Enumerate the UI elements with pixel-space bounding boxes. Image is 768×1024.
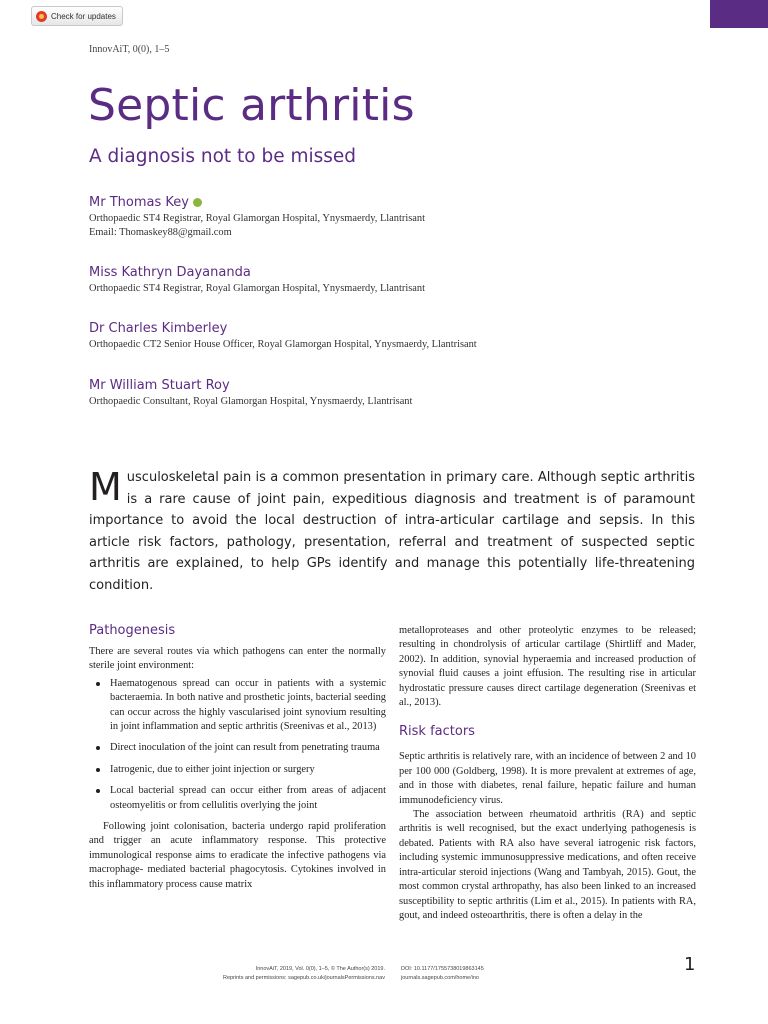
list-item: Iatrogenic, due to either joint injection or surgery <box>89 763 386 777</box>
author-affiliation: Orthopaedic Consultant, Royal Glamorgan Hospital, Ynysmaerdy, Llantrisant <box>89 396 413 407</box>
page-number: 1 <box>684 954 696 975</box>
abstract-text: usculoskeletal pain is a common presentation in primary care. Although septic arthritis is a rare cause of joint pain, expeditious diagnosis and treatment is of paramount importance to avoid the local destruction of intra-articular cartilage and sepsis. In this article risk factors, pathology, presentation, referral and treatment of suspected septic arthritis are explained, to help GPs identify and manage this potentially life-threatening condition. <box>89 470 695 593</box>
pathogenesis-intro: There are several routes via which pathogens can enter the normally sterile joint environment: <box>89 646 386 672</box>
pathogen-routes-list <box>89 677 386 813</box>
pathogenesis-heading: Pathogenesis <box>89 623 176 638</box>
right-column <box>399 624 696 923</box>
abstract <box>89 467 695 597</box>
author-block <box>89 264 689 296</box>
left-column <box>89 622 386 892</box>
author-name: Mr Thomas Key <box>89 194 689 210</box>
check-for-updates-label: Check for updates <box>51 11 116 21</box>
author-block <box>89 194 689 240</box>
check-for-updates-button[interactable] <box>31 6 123 26</box>
author-affiliation: Orthopaedic ST4 Registrar, Royal Glamorgan Hospital, Ynysmaerdy, Llantrisant <box>89 283 425 294</box>
crossmark-icon <box>36 11 47 22</box>
author-name: Mr William Stuart Roy <box>89 377 230 393</box>
article-subtitle: A diagnosis not to be missed <box>89 146 357 167</box>
risk-factors-heading: Risk factors <box>399 724 475 740</box>
abstract-drop-cap: M <box>89 465 122 509</box>
author-name: Miss Kathryn Dayananda <box>89 264 251 280</box>
article-title: Septic arthritis <box>88 80 415 131</box>
author-block <box>89 377 689 409</box>
risk-factors-paragraph: The association between rheumatoid arthritis (RA) and septic arthritis is well recognised, but the exact underlying pathogenesis is debated. Patients with RA also have several iatrogenic risk factors, including systemic immunosuppressive medications, and often receive intra-articular steroid injections (Wang and Tambyah, 2015). Gout, the most common crystal arthropathy, has also been linked to an increased susceptibility to septic arthritis (Lim et al., 2015). In patients with RA, gout, and indeed osteoarthritis, there is often a delay in the <box>399 809 696 921</box>
list-item: Direct inoculation of the joint can result from penetrating trauma <box>89 741 386 755</box>
footer-doi: DOI: 10.1177/1755738019863145 journals.sagepub.com/home/ino <box>401 966 484 981</box>
risk-factors-paragraph: Septic arthritis is relatively rare, with an incidence of between 2 and 10 per 100 000 (Goldberg, 1998). It is more prevalent at extremes of age, and in those with diabetes, renal failure, hepatic failure and human immunodeficiency virus. <box>399 751 696 806</box>
journal-citation: InnovAiT, 0(0), 1–5 <box>89 44 170 55</box>
author-email: Email: Thomaskey88@gmail.com <box>89 227 232 238</box>
list-item: Local bacterial spread can occur either from areas of adjacent osteomyelitis or from cellulitis overlying the joint <box>89 784 386 813</box>
orcid-icon[interactable] <box>193 198 202 207</box>
pathogenesis-paragraph: Following joint colonisation, bacteria undergo rapid proliferation and trigger an acute inflammatory response. This protective immunological response aims to eradicate the infective pathogens via macrophage- mediated bacterial phagocytosis. Cytokines involved in this inflammatory process cause matrix <box>89 821 386 890</box>
author-name: Dr Charles Kimberley <box>89 320 228 336</box>
author-block <box>89 320 689 352</box>
pathogenesis-continued: metalloproteases and other proteolytic enzymes to be released; resulting in chondrolysis of articular cartilage (Shirtliff and Mader, 2002). In addition, synovial hyperaemia and increased production of synovial fluid causes a joint effusion. The resulting rise in articular hydrostatic pressure causes direct cartilage degeneration (Sreenivas et al., 2013). <box>399 625 696 709</box>
corner-color-tab <box>710 0 768 28</box>
author-affiliation: Orthopaedic ST4 Registrar, Royal Glamorgan Hospital, Ynysmaerdy, Llantrisant <box>89 213 425 224</box>
list-item: Haematogenous spread can occur in patients with a systemic bacteraemia. In both native and prosthetic joints, bacterial seeding can occur across the highly vascularised joint synovium resulting in joint inflammation and septic arthritis (Sreenivas et al., 2013) <box>89 677 386 735</box>
author-affiliation: Orthopaedic CT2 Senior House Officer, Royal Glamorgan Hospital, Ynysmaerdy, Llantrisant <box>89 339 477 350</box>
footer-copyright: InnovAiT, 2019, Vol. 0(0), 1–5, © The Author(s) 2019. Reprints and permissions: sagepub.co.uk/journalsPermissions.nav <box>222 966 385 981</box>
